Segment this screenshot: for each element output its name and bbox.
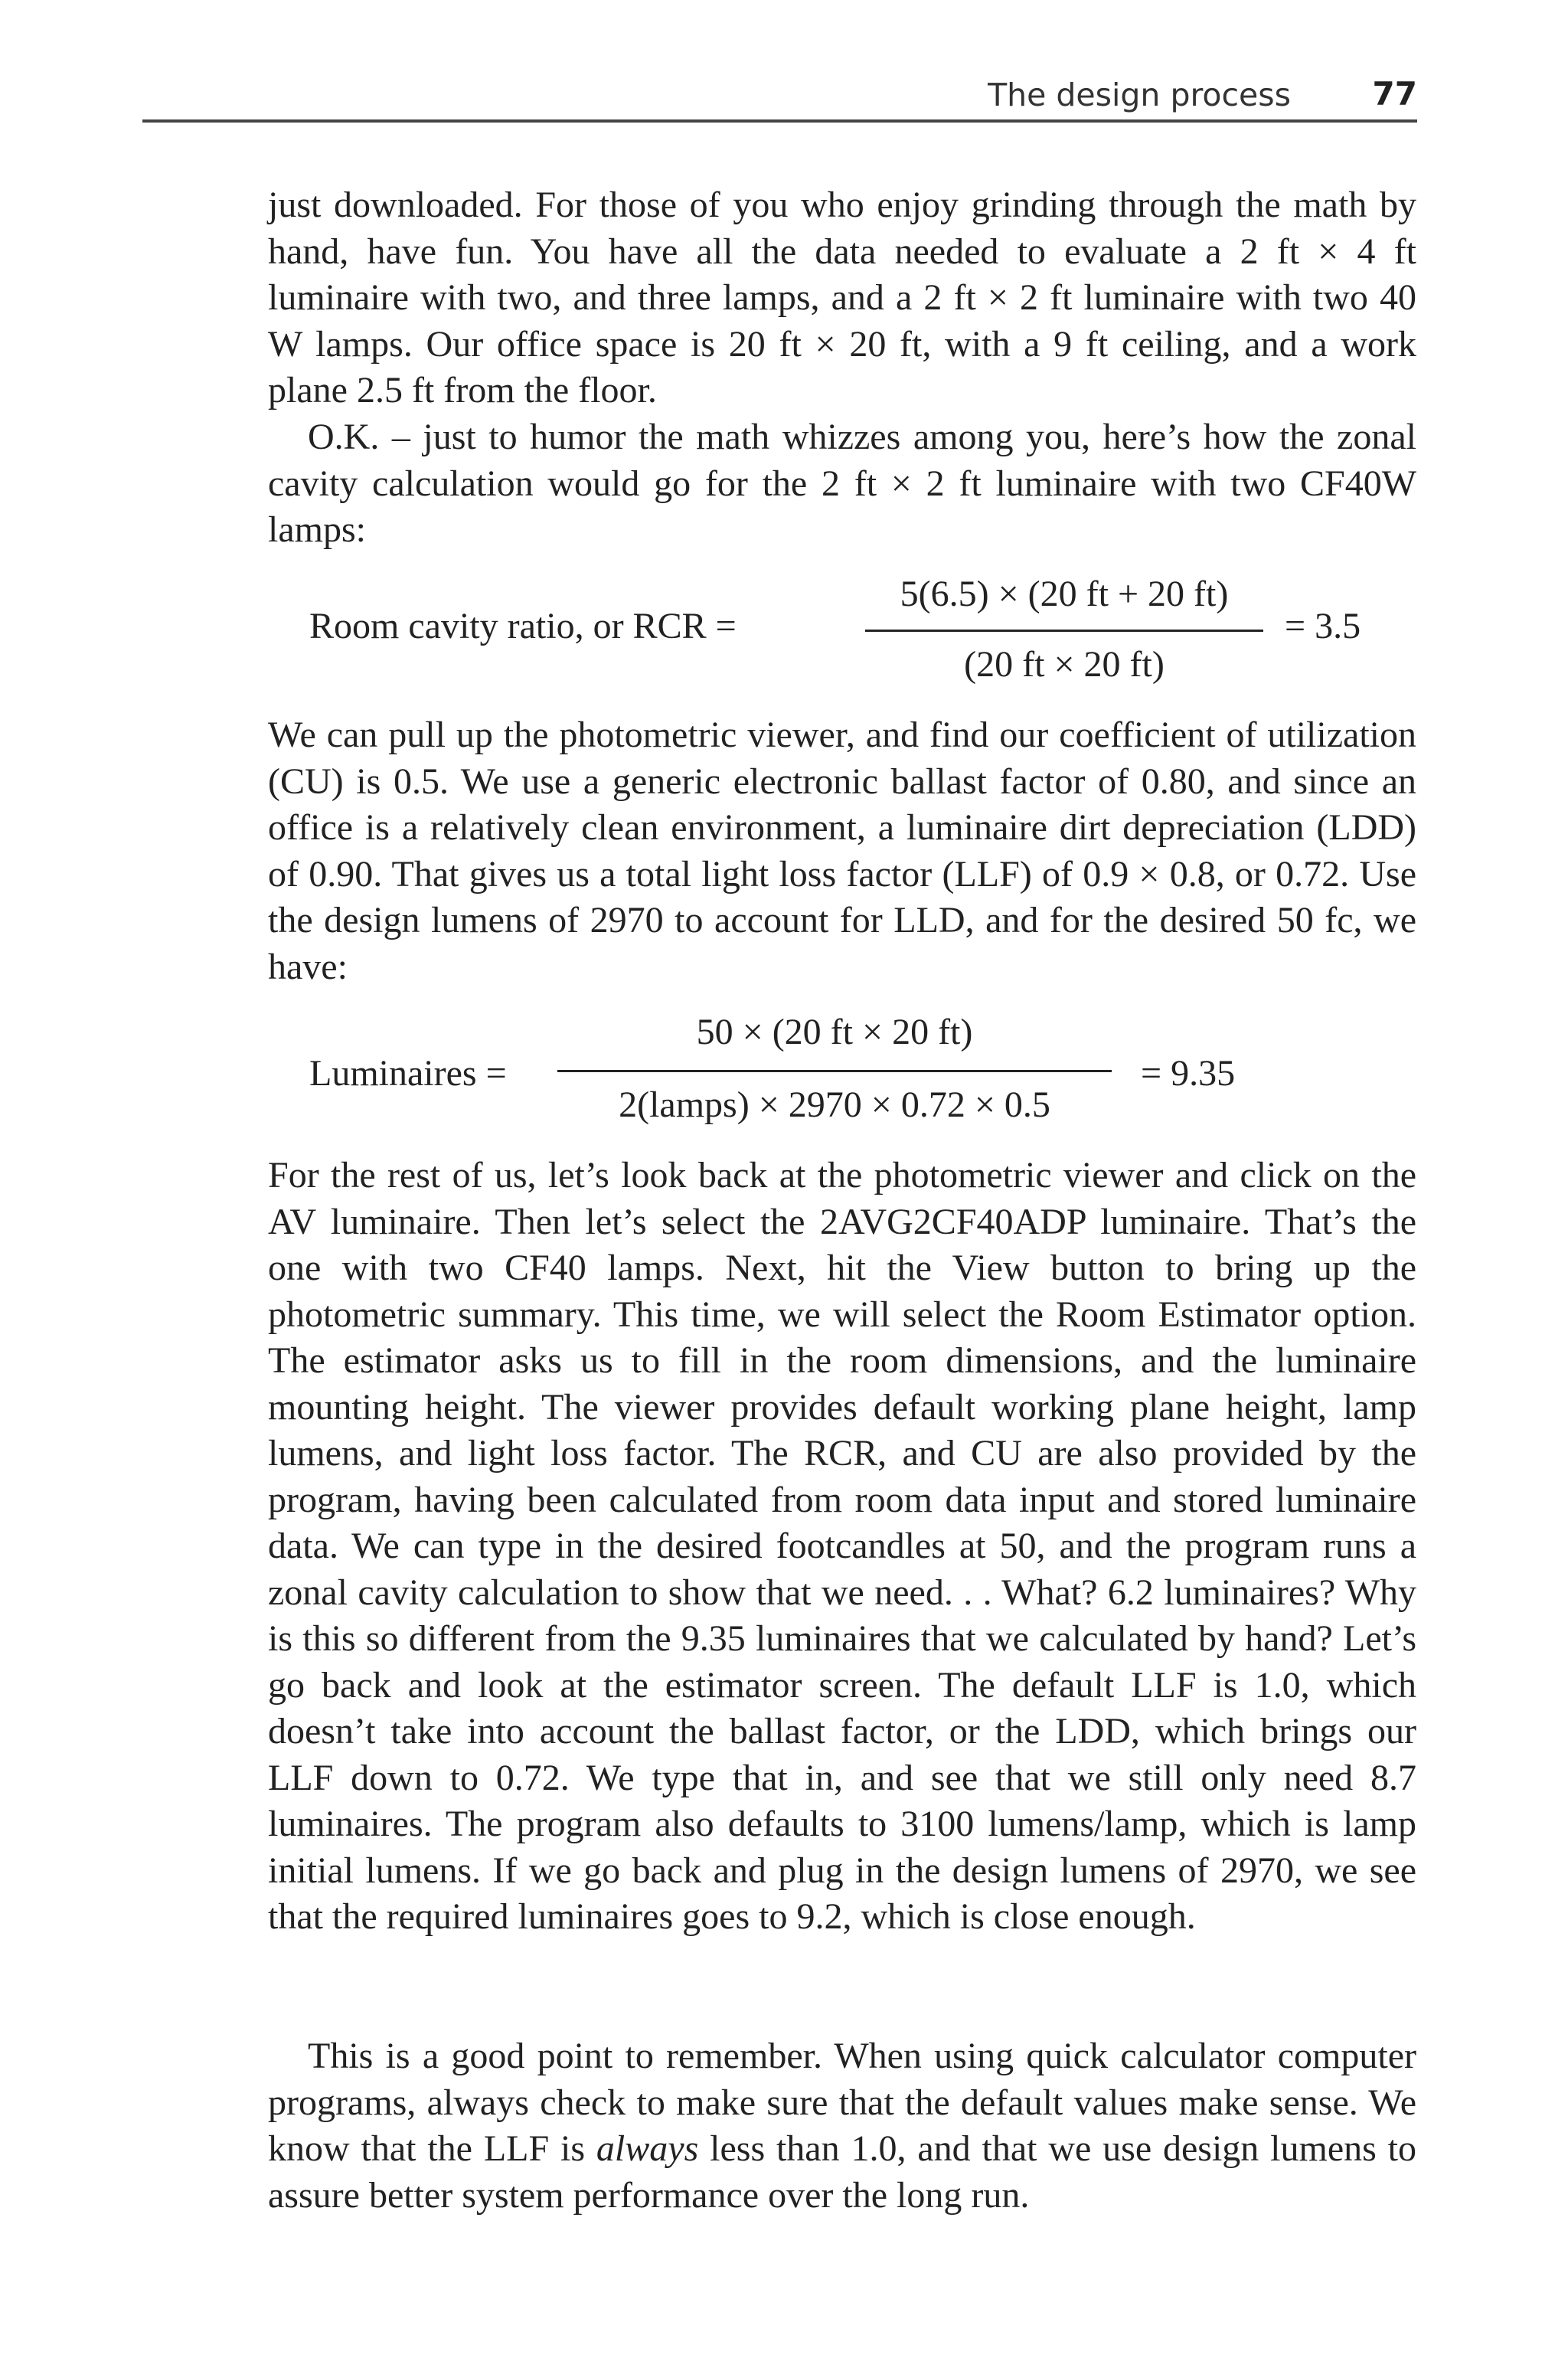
running-title: The design process [988,77,1291,113]
luminaires-denominator: 2(lamps) × 2970 × 0.72 × 0.5 [619,1084,1050,1125]
rcr-result: = 3.5 [1285,606,1361,646]
page-number: 77 [1372,75,1417,113]
rcr-equation-label: Room cavity ratio, or RCR = [309,606,737,646]
paragraph-5-text-end: less than 1.0, and that we use design lumens to assure better system performance over the long run. [268,2128,1417,2216]
luminaires-fraction-bar [557,1070,1112,1072]
rcr-equation [268,573,1416,695]
luminaires-numerator: 50 × (20 ft × 20 ft) [696,1012,973,1052]
rcr-numerator: 5(6.5) × (20 ft + 20 ft) [900,574,1229,614]
paragraph-5 [268,2033,1416,2219]
luminaires-equation-label: Luminaires = [309,1053,507,1094]
luminaires-result: = 9.35 [1141,1053,1236,1094]
paragraph-5-text-start: This is a good point to remember. When using quick calculator computer programs, always check to make sure that the default values make sense. We know that the LLF is [268,2036,1416,2169]
rcr-fraction-bar [865,630,1263,632]
rcr-denominator: (20 ft × 20 ft) [964,644,1165,685]
running-header [142,77,1417,123]
paragraph-3: We can pull up the photometric viewer, and find our coefficient of utilization (CU) is 0.5. We use a generic electronic ballast factor of 0.80, and since an office is a relatively clean environment, a luminaire dirt depreciation (LDD) of 0.90. That gives us a total light loss factor (LLF) of 0.9 × 0.8, or 0.72. Use the design lumens of 2970 to account for LLD, and for the desired 50 fc, we have: [268,715,1416,987]
luminaires-equation [268,1011,1416,1133]
paragraph-1: just downloaded. For those of you who enjoy grinding through the math by hand, have fun. You have all the data needed to evaluate a 2 ft × 4 ft luminaire with two, and three lamps, and a 2 ft × 2 ft luminaire with two 40 W lamps. Our office space is 20 ft × 20 ft, with a 9 ft ceiling, and a work plane 2.5 ft from the floor. [268,185,1416,410]
paragraph-2: O.K. – just to humor the math whizzes among you, here’s how the zonal cavity calculation would go for the 2 ft × 2 ft luminaire with two CF40W lamps: [268,417,1416,550]
paragraph-4: For the rest of us, let’s look back at the photometric viewer and click on the AV luminaire. Then let’s select the 2AVG2CF40ADP luminaire. That’s the one with two CF40 lamps. Next, hit the View button to bring up the photometric summary. This time, we will select the Room Estimator option. The estimator asks us to fill in the room dimensions, and the luminaire mounting height. The viewer provides default working plane height, lamp lumens, and light loss factor. The RCR, and CU are also provided by the program, having been calculated from room data input and stored luminaire data. We can type in the desired footcandles at 50, and the program runs a zonal cavity calculation to show that we need. . . What? 6.2 luminaires? Why is this so different from the 9.35 luminaires that we calculated by hand? Let’s go back and look at the estimator screen. The default LLF is 1.0, which doesn’t take into account the ballast factor, or the LDD, which brings our LLF down to 0.72. We type that in, and see that we still only need 8.7 luminaires. The program also defaults to 3100 lumens/lamp, which is lamp initial lumens. If we go back and plug in the design lumens of 2970, we see that the required luminaires goes to 9.2, which is close enough. [268,1155,1416,1937]
paragraph-5-emphasis: always [596,2128,699,2169]
